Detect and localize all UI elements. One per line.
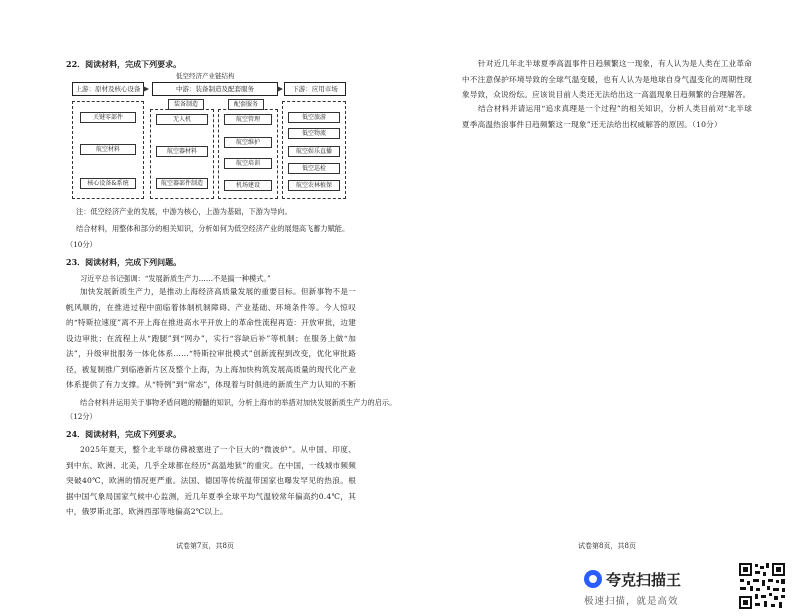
mid-manufacture-item: 无人机	[156, 114, 208, 125]
scanner-watermark	[582, 566, 722, 610]
downstream-item: 低空巡检	[288, 163, 340, 174]
upstream-header: 上游：原材及核心设备	[72, 82, 144, 96]
scanner-logo-icon	[584, 570, 602, 588]
mid-manufacture-item: 航空器部件制造	[156, 178, 208, 189]
page-footer: 试卷第7页，共8页	[176, 542, 234, 550]
brand-name: 夸克扫描王	[606, 571, 682, 589]
brand-slogan: 极速扫描，就是高效	[584, 596, 679, 607]
mid-service-label: 配套服务	[228, 99, 264, 110]
mid-service-item: 航空培训	[224, 158, 272, 169]
q23-paragraph: 加快发展新质生产力，是推动上海经济高质量发展的重要目标。但新事物不是一帆风顺的，在推进过程中面临着体制机制障碍、产业基础、环境条件等。今人惊叹的“特斯拉速度”离不开上海在推进高水平开放上的革命性流程再造：开放审批，边建设边审批；在流程上从“跑腿”到“网办”，实行“容缺后补”等机制；在服务上做“加法”，升级审批服务一体化体系……“特斯拉审批模式”创新流程到改变，优化审批路径，被复制推广到临港新片区及整个上海，为上海加快构筑发展高质量的现代化产业体系提供了有力支撑。从“特例”到“常态”，体现着与时俱进的新质生产力认知的不断	[66, 287, 356, 389]
q22-note: 注：低空经济产业的发展，中游为核心，上游为基础，下游为导向。	[76, 207, 292, 216]
qr-code-icon	[738, 562, 786, 610]
right-page	[400, 0, 800, 560]
arrow-icon	[143, 86, 149, 92]
downstream-item: 低空旅游	[288, 112, 340, 123]
q23-quote: 习近平总书记强调：“发展新质生产力……不是搞一种模式。”	[80, 274, 271, 283]
mid-service-item: 机场建设	[224, 180, 272, 191]
right-paragraph-2: 结合材料并请运用“追求真理是一个过程”的相关知识，分析人类目前对“北半球夏季高温热浪事件日趋频繁这一现象”还无法给出权威解答的原因。（10分）	[462, 104, 752, 129]
upstream-item: 核心设备&系统	[80, 178, 136, 189]
mid-manufacture-label: 装备制造	[168, 99, 204, 110]
diagram-title: 低空经济产业链结构	[176, 72, 235, 80]
q23-task: 结合材料并运用关于事物矛盾问题的精髓的知识，分析上海市的举措对加快发展新质生产力的启示。	[80, 398, 397, 407]
mid-manufacture-item: 航空器材料	[156, 146, 208, 157]
arrow-icon	[277, 86, 283, 92]
downstream-item: 航空农林植保	[288, 180, 340, 191]
q23-heading: 23．阅读材料，完成下列问题。	[66, 257, 182, 267]
upstream-item: 航空材料	[80, 144, 136, 155]
q22-task: 结合材料，用整体和部分的相关知识，分析如何为低空经济产业的展翅高飞蓄力赋能。	[76, 224, 350, 233]
midstream-header: 中游：装备制造及配套服务	[152, 82, 278, 96]
downstream-item: 航空娱乐直播	[288, 146, 340, 157]
mid-service-item: 航空管理	[224, 114, 272, 125]
left-page	[0, 0, 400, 560]
right-paragraph-1: 针对近几年北半球夏季高温事件日趋频繁这一现象，有人认为是人类在工业革命中不注意保护环境导致的全球气温变暖，也有人认为是地球自身气温变化的周期性现象导致，众说纷纭。应该说目前人类还无法给出这一高温现象日趋频繁的合理解答。	[462, 59, 752, 99]
q23-score: （12分）	[66, 412, 97, 421]
downstream-item: 低空物流	[288, 128, 340, 139]
upstream-item: 关键零部件	[80, 112, 136, 123]
q22-heading: 22．阅读材料，完成下列要求。	[66, 59, 182, 69]
q22-score: （10分）	[66, 240, 97, 249]
downstream-header: 下游：应用市场	[284, 82, 346, 96]
q24-heading: 24．阅读材料，完成下列要求。	[66, 429, 182, 439]
page-footer: 试卷第8页，共8页	[578, 542, 636, 550]
mid-service-item: 航空维护	[224, 137, 272, 148]
q24-paragraph: 2025年夏天，整个北半球仿佛被塞进了一个巨大的“微波炉”。从中国、印度、到中东、欧洲、北美，几乎全球都在经历“高温地狱”的重灾。在中国，一线城市频频突破40℃，欧洲的情况更严重。法国、德国等传统温带国家也曝发罕见的热浪。根据中国气象局国家气候中心监测，近几年夏季全球平均气温较常年偏高约0.4℃，其中，俄罗斯北部、欧洲西部等地偏高2℃以上。	[66, 445, 356, 516]
